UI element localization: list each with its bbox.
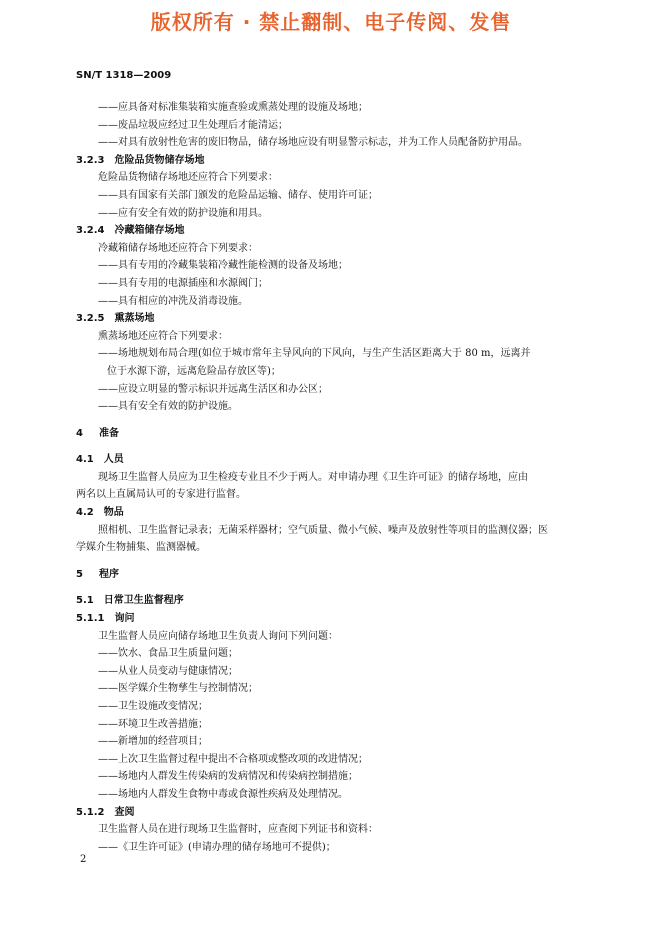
list-item: ——具有专用的冷藏集装箱冷藏性能检测的设备及场地；: [98, 260, 348, 272]
section-heading-3-2-3: [76, 152, 596, 170]
list-item-continuation: 位于水源下游，远离危险品存放区等)；: [107, 365, 281, 377]
spacer: [76, 442, 596, 451]
section-number: 4: [76, 427, 83, 439]
section-title: 冷藏箱储存场地: [114, 225, 185, 237]
list-item: ——从业人员变动与健康情况；: [98, 665, 238, 677]
section-heading-3-2-4: [76, 222, 596, 240]
section-number: 4.2: [76, 507, 94, 519]
section-title: 危险品货物储存场地: [114, 154, 205, 166]
list-item: ——应有安全有效的防护设施和用具。: [98, 207, 268, 219]
section-heading-5-1-1: [76, 610, 596, 628]
list-item: ——环境卫生改善措施；: [98, 718, 208, 730]
list-item: ——应设立明显的警示标识并远离生活区和办公区；: [98, 383, 328, 395]
section-number: 3.2.5: [76, 313, 105, 325]
list-item: ——新增加的经营项目；: [98, 736, 208, 748]
section-title: 人员: [103, 454, 124, 466]
section-number: 5.1.1: [76, 613, 105, 625]
standard-code-header: SN/T 1318—2009: [76, 70, 172, 81]
paragraph: 危险品货物储存场地还应符合下列要求：: [98, 172, 278, 184]
copyright-watermark: 版权所有 · 禁止翻制、电子传阅、发售: [150, 10, 512, 34]
paragraph-continuation: 学媒介生物捕集、监测器械。: [76, 542, 206, 554]
section-title: 程序: [98, 568, 119, 580]
list-item: ——对具有放射性危害的废旧物品，储存场地应设有明显警示标志，并为工作人员配备防护用品。: [98, 137, 528, 149]
section-number: 3.2.3: [76, 154, 105, 166]
section-title: 查阅: [114, 806, 135, 818]
paragraph: 冷藏箱储存场地还应符合下列要求：: [98, 242, 258, 254]
paragraph: 现场卫生监督人员应为卫生检疫专业且不少于两人。对申请办理《卫生许可证》的储存场地，应由: [98, 471, 528, 483]
section-number: 5.1.2: [76, 806, 105, 818]
section-heading-5: [76, 566, 596, 584]
section-heading-4-2: [76, 504, 596, 522]
list-item: ——具有相应的冲洗及消毒设施。: [98, 295, 248, 307]
document-body: [76, 99, 596, 856]
spacer: [76, 583, 596, 592]
list-item: ——废品垃圾应经过卫生处理后才能清运；: [98, 119, 288, 131]
paragraph-continuation: 两名以上直属局认可的专家进行监督。: [76, 489, 246, 501]
list-item: ——卫生设施改变情况；: [98, 701, 208, 712]
list-item: ——应具备对标准集装箱实施查验或熏蒸处理的设施及场地；: [98, 102, 368, 113]
spacer: [76, 416, 596, 425]
section-title: 日常卫生监督程序: [103, 595, 184, 607]
section-heading-5-1-2: [76, 804, 596, 822]
list-item: ——场地内人群发生传染病的发病情况和传染病控制措施；: [98, 771, 358, 783]
section-number: 5.1: [76, 595, 94, 607]
list-item: ——具有专用的电源插座和水源阀门；: [98, 277, 268, 289]
section-title: 准备: [98, 427, 119, 439]
list-item: ——场地内人群发生食物中毒或食源性疾病及处理情况。: [98, 788, 348, 800]
list-item: ——《卫生许可证》(申请办理的储存场地可不提供)；: [98, 841, 336, 853]
section-heading-5-1: [76, 592, 596, 610]
page-number: 2: [80, 854, 87, 865]
section-heading-3-2-5: [76, 310, 596, 328]
list-item: ——医学媒介生物孳生与控制情况；: [98, 683, 258, 695]
paragraph: 照相机、卫生监督记录表；无菌采样器材；空气质量、微小气候、噪声及放射性等项目的监测仪器；医: [98, 524, 548, 536]
list-item: ——场地规划布局合理(如位于城市常年主导风向的下风向，与生产生活区距离大于 80 m，远离并: [98, 348, 531, 360]
section-title: 熏蒸场地: [114, 313, 155, 325]
section-number: 3.2.4: [76, 225, 105, 237]
section-number: 5: [76, 568, 83, 580]
section-title: 询问: [114, 613, 135, 625]
section-number: 4.1: [76, 454, 94, 466]
paragraph: 熏蒸场地还应符合下列要求：: [98, 330, 228, 342]
list-item: ——上次卫生监督过程中提出不合格项或整改项的改进情况；: [98, 753, 368, 765]
list-item: ——具有安全有效的防护设施。: [98, 401, 238, 413]
paragraph: 卫生监督人员在进行现场卫生监督时，应查阅下列证书和资料：: [98, 824, 378, 836]
spacer: [76, 557, 596, 566]
section-title: 物品: [103, 507, 124, 519]
section-heading-4: [76, 425, 596, 443]
list-item: ——具有国家有关部门颁发的危险品运输、储存、使用许可证；: [98, 189, 378, 201]
paragraph: 卫生监督人员应向储存场地卫生负责人询问下列问题：: [98, 630, 338, 642]
list-item: ——饮水、食品卫生质量问题；: [98, 648, 238, 660]
section-heading-4-1: [76, 451, 596, 469]
